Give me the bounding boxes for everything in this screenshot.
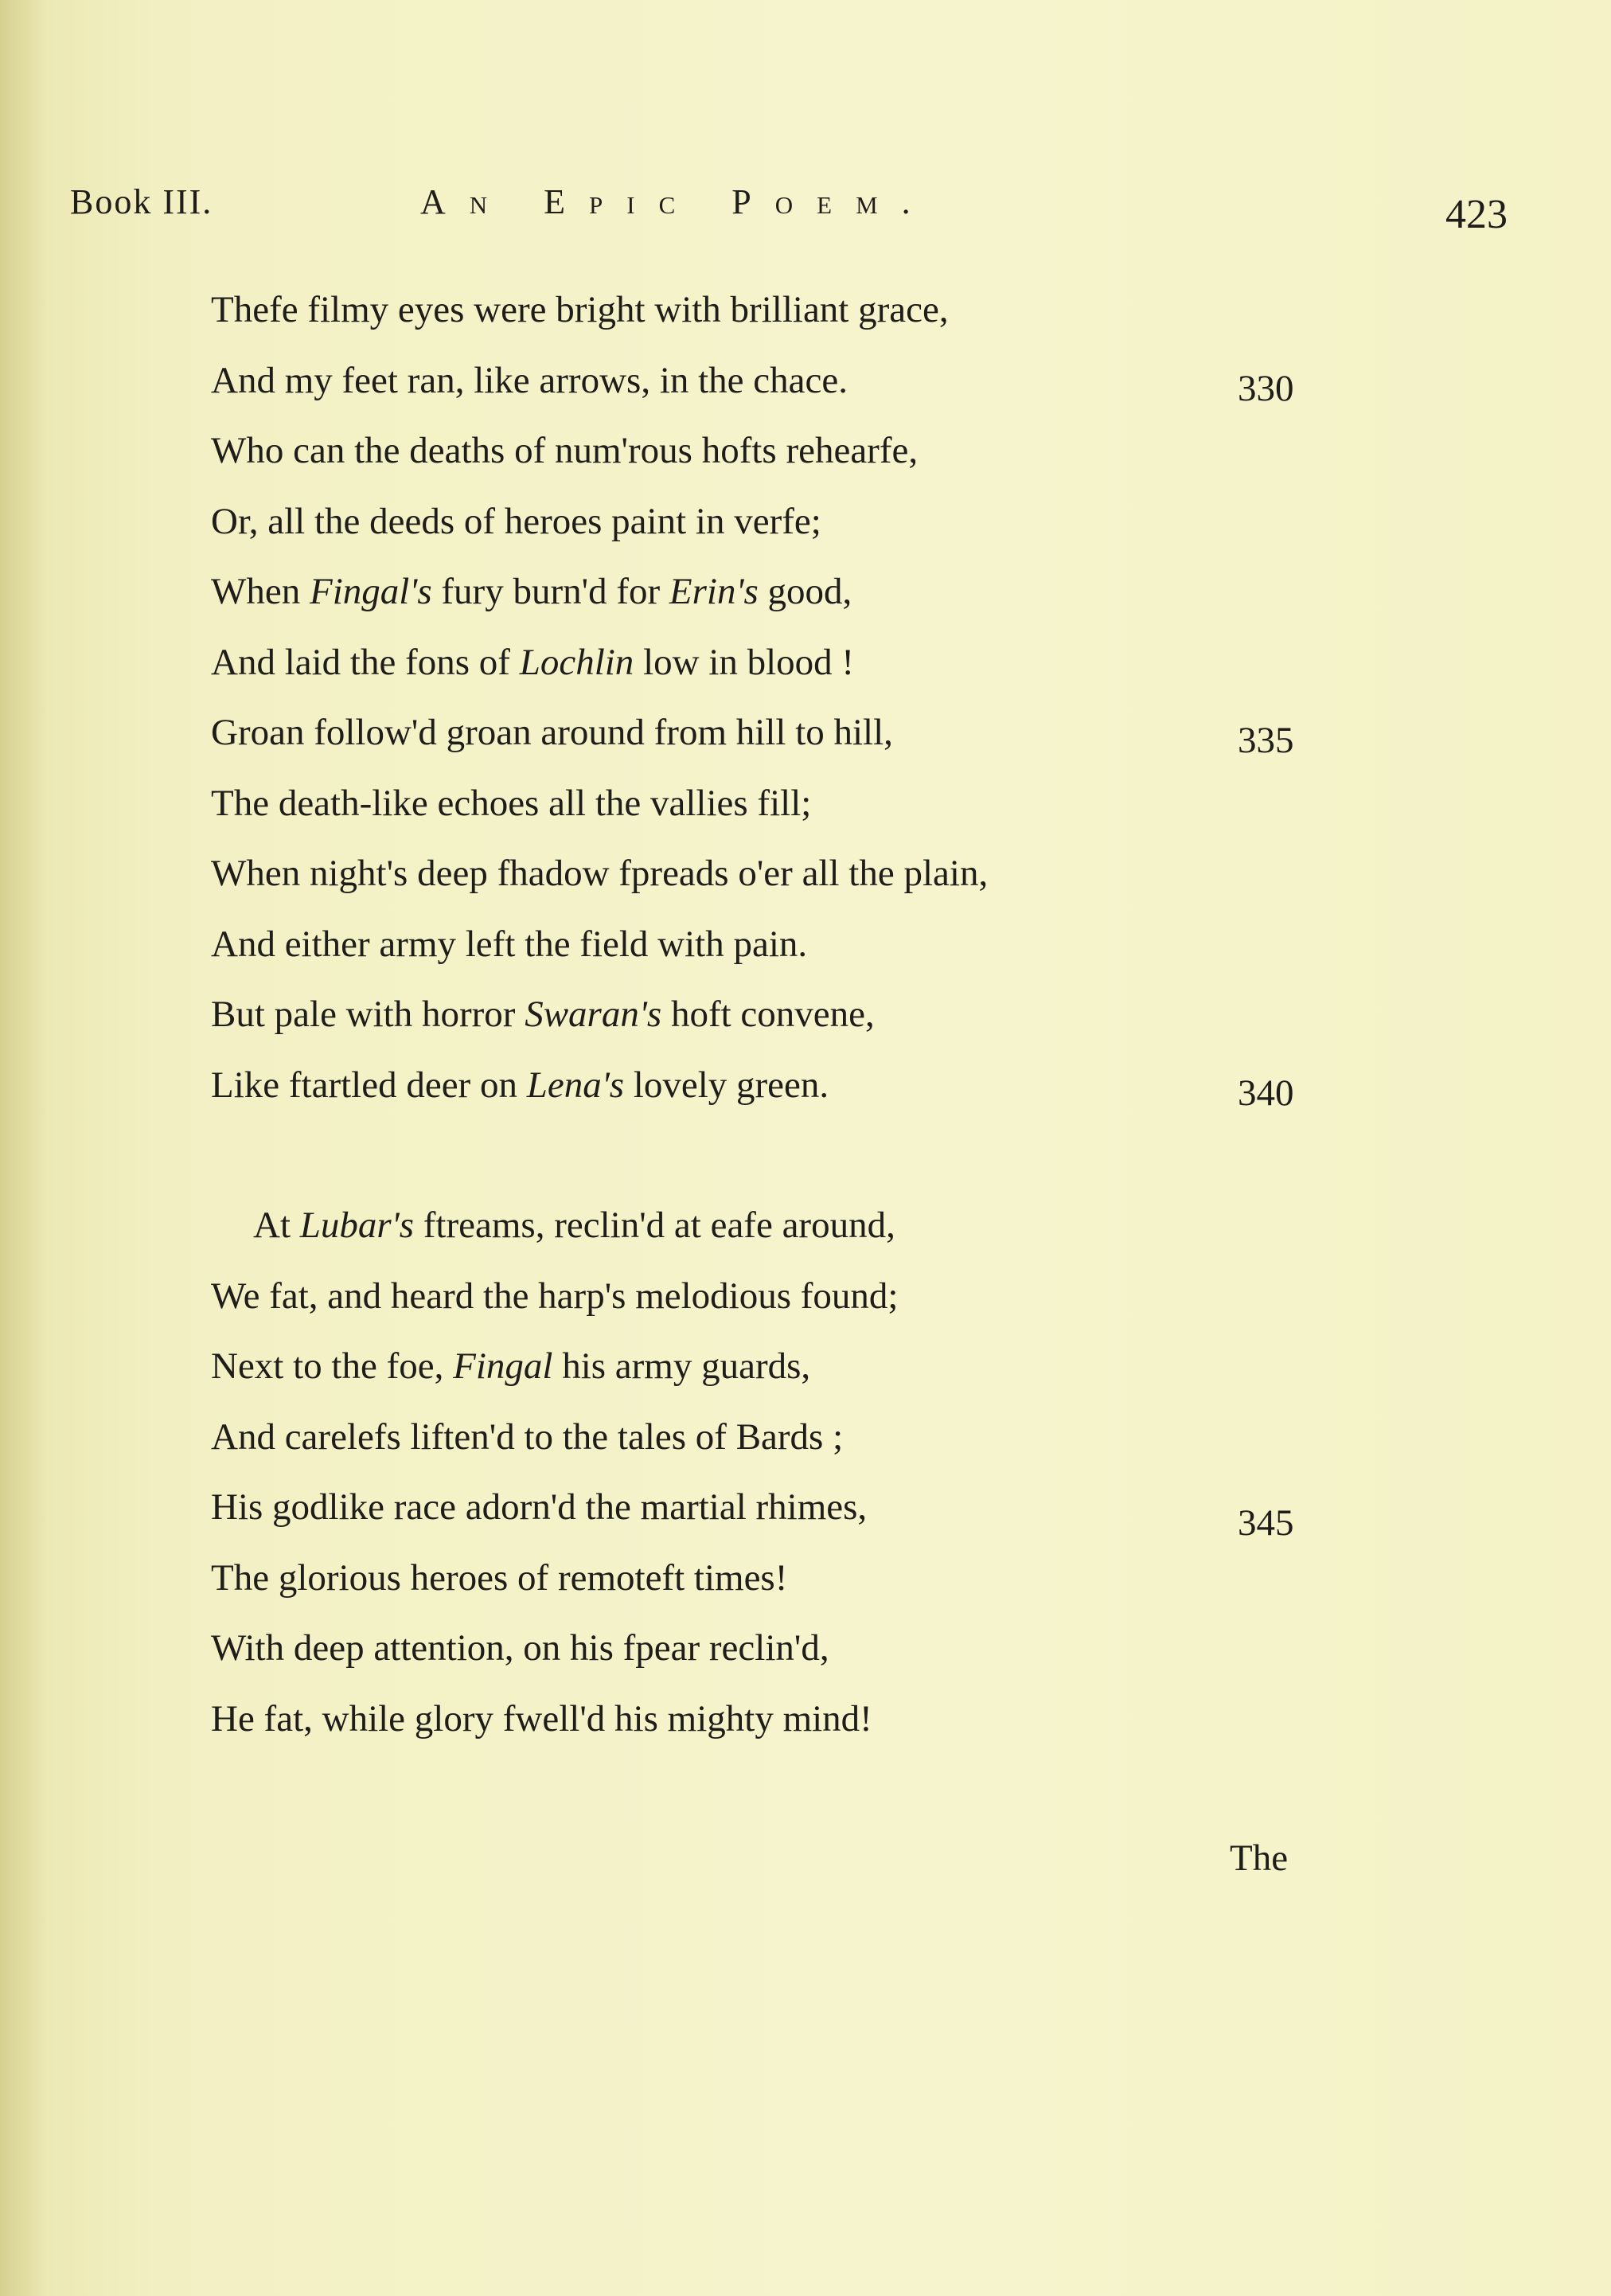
verse-line: The death-like echoes all the vallies fill; [211, 783, 812, 824]
verse-line: Like ftartled deer on Lena's lovely green. [211, 1064, 829, 1106]
verse-line: With deep attention, on his fpear reclin'd, [211, 1627, 829, 1669]
verse-line: At Lubar's ftreams, reclin'd at eafe around, [253, 1205, 895, 1246]
verse-line: He fat, while glory fwell'd his mighty mind! [211, 1698, 872, 1740]
verse-line: Thefe filmy eyes were bright with brilliant grace, [211, 289, 949, 330]
verse-line: And my feet ran, like arrows, in the chace. [211, 360, 848, 401]
verse-line: Who can the deaths of num'rous hofts rehearfe, [211, 430, 919, 471]
line-number: 335 [1238, 720, 1294, 761]
verse-line: And carelefs liften'd to the tales of Bards ; [211, 1416, 844, 1458]
verse-line: And either army left the field with pain. [211, 923, 808, 965]
verse-line: Groan follow'd groan around from hill to hill, [211, 712, 893, 753]
catchword: The [1230, 1837, 1289, 1879]
verse-line: When Fingal's fury burn'd for Erin's good, [211, 571, 852, 612]
line-number: 345 [1238, 1502, 1294, 1544]
line-number: 330 [1238, 368, 1294, 409]
verse-line: Or, all the deeds of heroes paint in verfe; [211, 501, 821, 542]
page-edge-shadow [0, 0, 48, 2296]
line-number: 340 [1238, 1072, 1294, 1114]
verse-line: The glorious heroes of remoteft times! [211, 1557, 788, 1599]
running-title: An Epic Poem. [420, 182, 934, 221]
verse-line: His godlike race adorn'd the martial rhimes, [211, 1486, 868, 1528]
verse-line: When night's deep fhadow fpreads o'er all the plain, [211, 853, 989, 894]
verse-line: We fat, and heard the harp's melodious found; [211, 1275, 899, 1317]
page-number: 423 [1445, 192, 1508, 237]
verse-line: And laid the fons of Lochlin low in blood ! [211, 642, 855, 683]
verse-line: Next to the foe, Fingal his army guards, [211, 1345, 811, 1387]
verse-line: But pale with horror Swaran's hoft convene, [211, 994, 875, 1035]
book-label: Book III. [70, 182, 213, 221]
running-head [70, 182, 1566, 245]
